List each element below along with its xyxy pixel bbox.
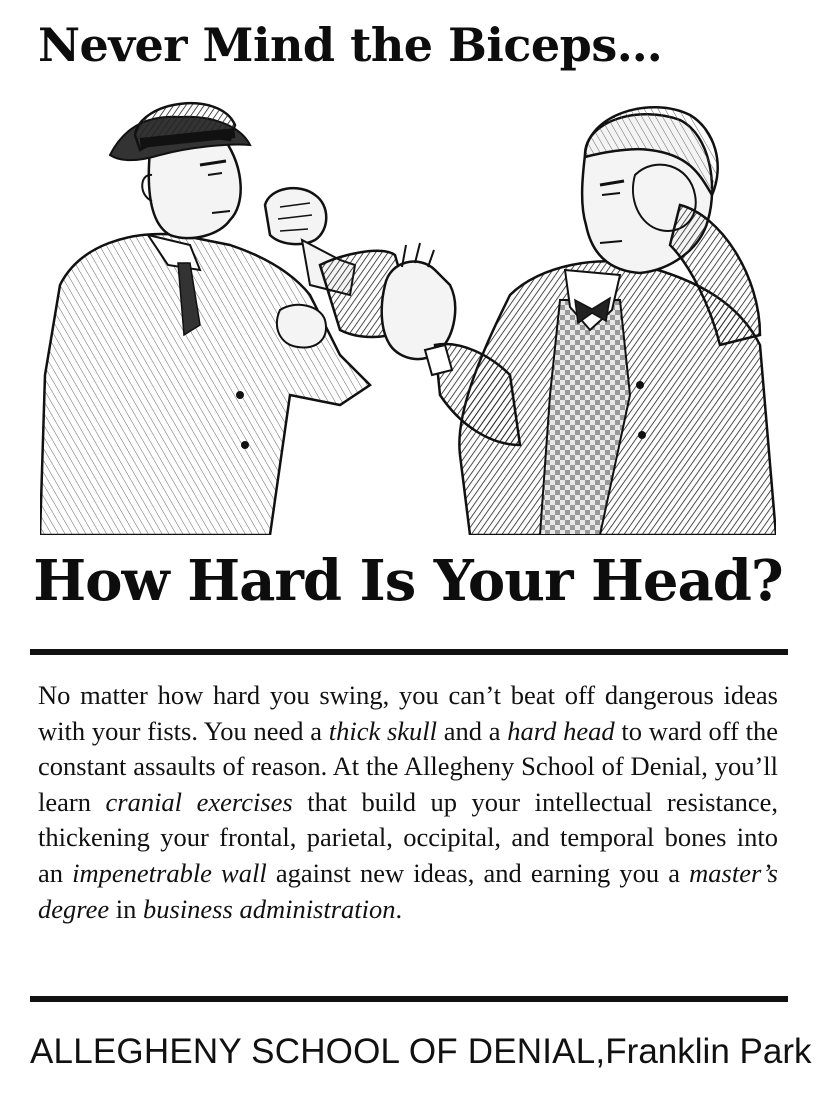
right-man [382, 107, 776, 535]
school-location: Franklin Park [605, 1032, 812, 1071]
footer [30, 1032, 812, 1072]
bottom-divider [30, 996, 788, 1002]
boxing-men-illustration [40, 95, 776, 535]
body-text: against new ideas, and earning you a [266, 857, 690, 888]
emphasis-text: hard head [507, 715, 615, 746]
emphasis-text: master’s degree [38, 857, 778, 924]
top-divider [30, 649, 788, 655]
body-text: . [395, 893, 403, 924]
emphasis-text: business administration [143, 893, 396, 924]
body-text: that build up your intellectual resistance, thickening your frontal, parietal, occipital, and temporal bones into an [38, 786, 779, 888]
body-copy [38, 678, 778, 927]
left-boxer [40, 103, 415, 535]
emphasis-text: impenetrable wall [72, 857, 267, 888]
body-text: to ward off the constant assaults of reason. At the Allegheny School of Denial, you’ll learn [38, 715, 778, 817]
school-name: ALLEGHENY SCHOOL OF DENIAL, [30, 1032, 606, 1071]
emphasis-text: cranial exercises [105, 786, 293, 817]
body-text: and a [437, 715, 508, 746]
top-headline: Never Mind the Biceps… [38, 18, 663, 72]
body-text: No matter how hard you swing, you can’t beat off dangerous ideas with your fists. You need a [38, 680, 778, 746]
main-headline: How Hard Is Your Head? [33, 548, 783, 614]
body-text: in [109, 893, 143, 924]
emphasis-text: thick skull [328, 715, 438, 746]
